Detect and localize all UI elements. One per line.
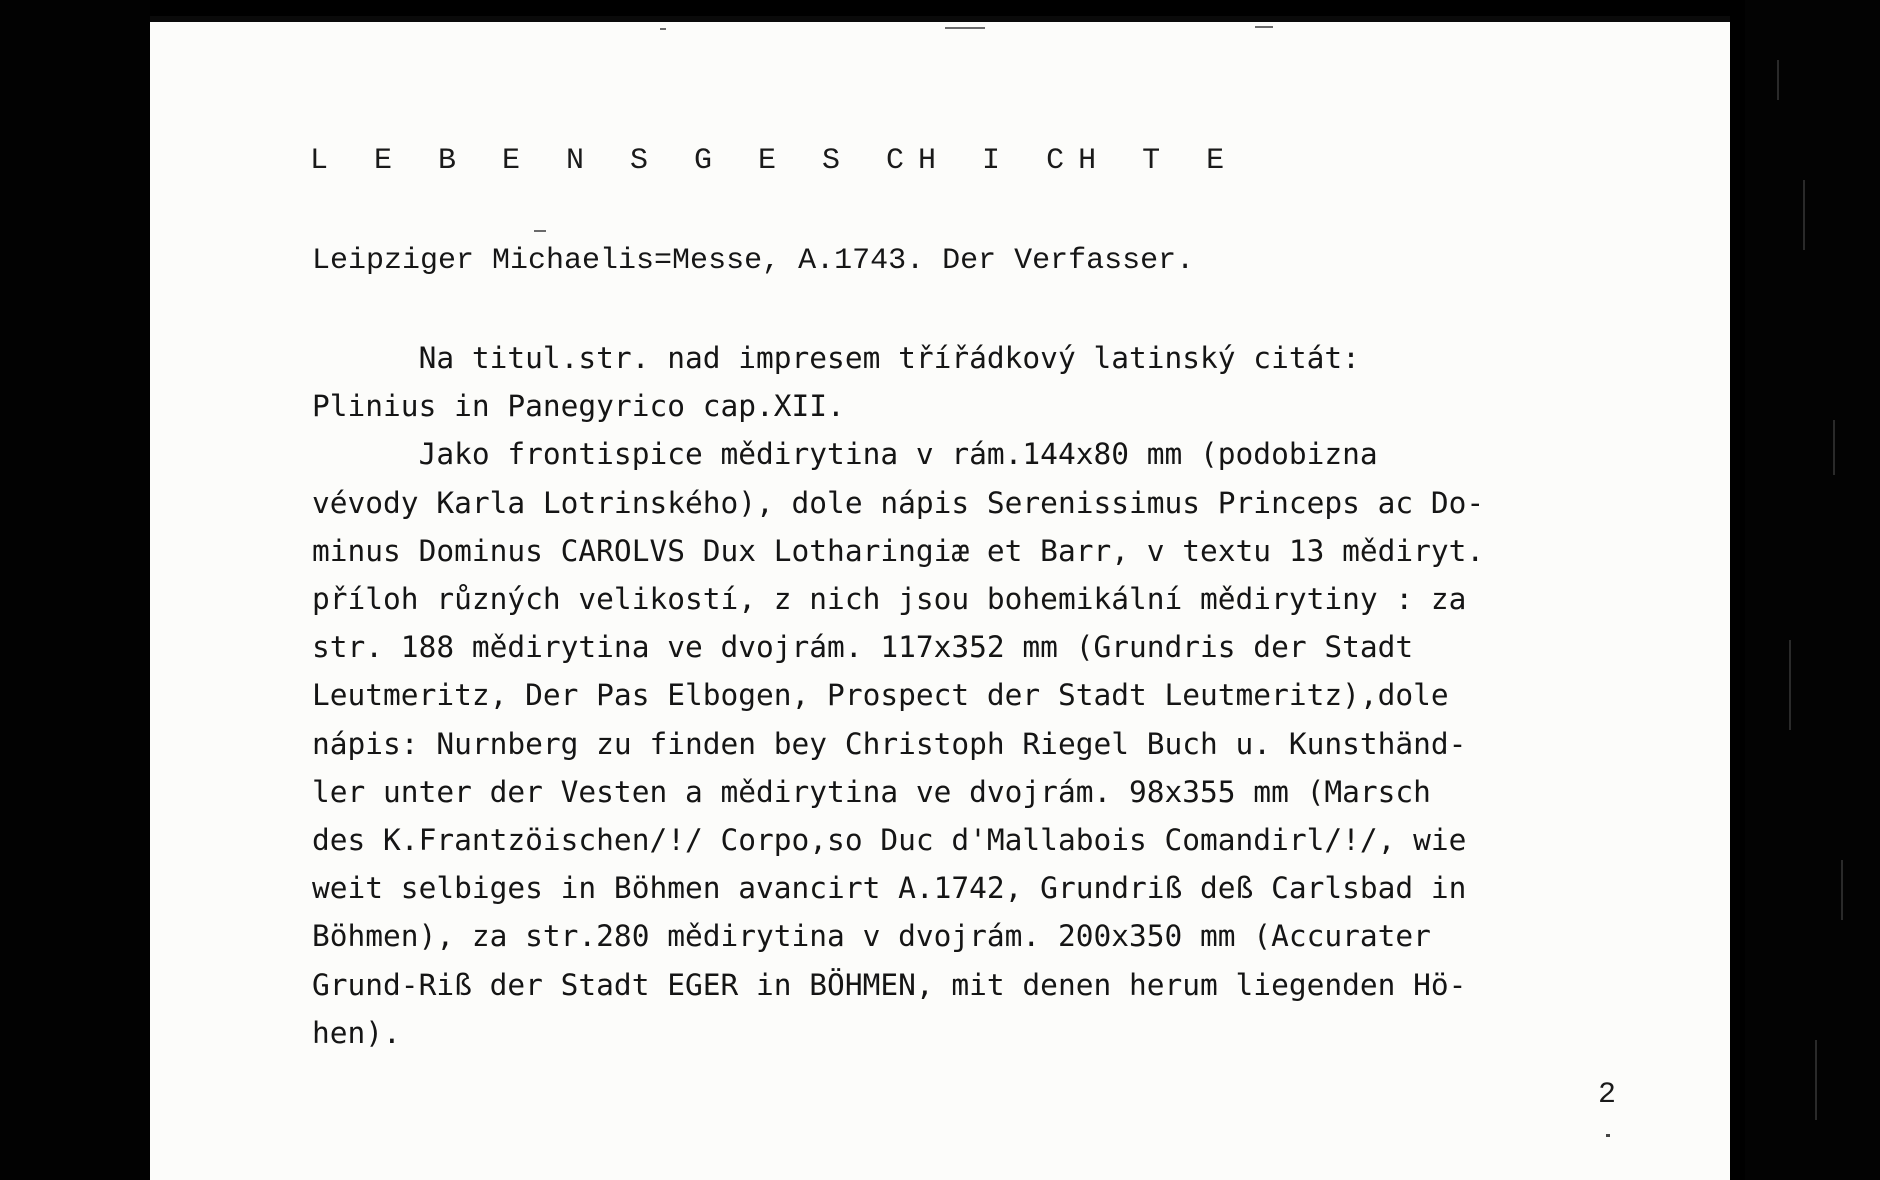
index-card <box>150 16 1730 1180</box>
scan-dust <box>660 28 666 30</box>
card-body-text <box>312 334 1730 1057</box>
body-line: des K.Frantzöischen/!/ Corpo,so Duc d'Mallabois Comandirl/!/, wie <box>312 823 1467 858</box>
body-line: hen). <box>312 1015 401 1050</box>
body-line: Leutmeritz, Der Pas Elbogen, Prospect der Stadt Leutmeritz),dole <box>312 678 1449 713</box>
card-top-edge <box>150 16 1730 22</box>
body-line: Na titul.str. nad impresem třířádkový latinský citát: <box>312 341 1360 375</box>
scan-right-border <box>1745 0 1880 1180</box>
card-heading: L E B E N S G E S CH I CH T E <box>310 144 1239 178</box>
body-line: Grund-Riß der Stadt EGER in BÖHMEN, mit denen herum liegenden Hö- <box>312 967 1467 1002</box>
body-line: příloh různých velikostí, z nich jsou bohemikální mědirytiny : za <box>312 582 1467 617</box>
body-line: ler unter der Vesten a mědirytina ve dvojrám. 98x355 mm (Marsch <box>312 774 1431 809</box>
imprint-line: Leipziger Michaelis=Messe, A.1743. Der Verfasser. <box>312 244 1195 278</box>
body-line: str. 188 mědirytina ve dvojrám. 117x352 mm (Grundris der Stadt <box>312 630 1414 665</box>
body-line: vévody Karla Lotrinského), dole nápis Serenissimus Princeps ac Do- <box>312 485 1485 520</box>
page-number-mark <box>1606 1134 1610 1137</box>
body-line: weit selbiges in Böhmen avancirt A.1742, Grundriß deß Carlsbad in <box>312 871 1467 906</box>
scan-dust <box>1255 26 1273 28</box>
body-line: Jako frontispice mědirytina v rám.144x80 mm (podobizna <box>312 437 1378 472</box>
body-line: nápis: Nurnberg zu finden bey Christoph Riegel Buch u. Kunsthänd- <box>312 726 1467 761</box>
scan-left-border <box>0 0 150 1180</box>
scan-dust <box>945 27 985 29</box>
body-line: Plinius in Panegyrico cap.XII. <box>312 389 845 424</box>
body-line: Böhmen), za str.280 mědirytina v dvojrám. 200x350 mm (Accurater <box>312 919 1431 954</box>
page-number: 2 <box>1598 1078 1617 1112</box>
scan-dust <box>534 230 546 232</box>
body-line: minus Dominus CAROLVS Dux Lotharingiæ et Barr, v textu 13 mědiryt. <box>312 533 1485 568</box>
